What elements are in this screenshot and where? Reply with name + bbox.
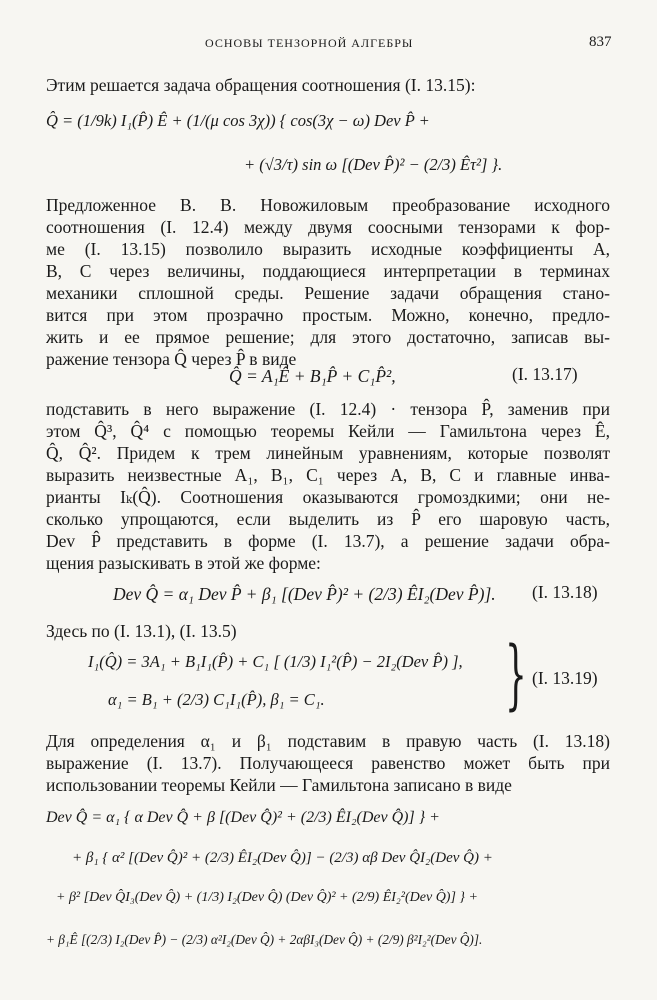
equation-18: Dev Q̂ = α₁ Dev P̂ + β₁ [(Dev P̂)² + (2/3) ÊI₂(Dev P̂)]. xyxy=(113,584,496,604)
paragraph-1-line: ражение тензора Q̂ через P̂ в виде xyxy=(46,349,297,369)
final-equation-line-4: + β₁Ê [(2/3) I₂(Dev P̂) − (2/3) α²I₂(Dev Q̂) + 2αβI₃(Dev Q̂) + (2/9) β²I₂²(Dev Q̂)]. xyxy=(46,932,483,947)
final-equation-line-1: Dev Q̂ = α₁ { α Dev Q̂ + β [(Dev Q̂)² + (2/3) ÊI₂(Dev Q̂)] } + xyxy=(46,809,440,826)
paragraph-1-line: B, C через величины, поддающиеся интерпретации в терминах xyxy=(46,261,610,281)
paragraph-2 xyxy=(46,398,610,574)
final-equation-line-2: + β₁ { α² [(Dev Q̂)² + (2/3) ÊI₂(Dev Q̂)] − (2/3) αβ Dev Q̂I₂(Dev Q̂) + xyxy=(72,850,493,866)
paragraph-2-line: выразить неизвестные A₁, B₁, C₁ через A, B, C и главные инва- xyxy=(46,465,610,485)
paragraph-3-line: выражение (I. 13.7). Получающееся равенство может быть при xyxy=(46,753,610,773)
paragraph-1-line: ме (I. 13.15) позволило выразить исходные коэффициенты A, xyxy=(46,239,610,259)
header-title: ОСНОВЫ ТЕНЗОРНОЙ АЛГЕБРЫ xyxy=(205,36,414,50)
paragraph-2-line: сколько упрощаются, если выделить из P̂ его шаровую часть, xyxy=(46,509,610,529)
paragraph-1-line: Предложенное В. В. Новожиловым преобразование исходного xyxy=(46,195,610,215)
paragraph-1-line: механики сплошной среды. Решение задачи обращения стано- xyxy=(46,283,610,303)
paragraph-1-line: жить и ее прямое решение; для этого достаточно, записав вы- xyxy=(46,327,610,347)
paragraph-2-line: этом Q̂³, Q̂⁴ с помощью теоремы Кейли — Гамильтона через Ê, xyxy=(46,421,610,441)
equation-19-line-2: α₁ = B₁ + (2/3) C₁I₁(P̂), β₁ = C₁. xyxy=(108,690,325,709)
equation-1-line-2: + (√3/τ) sin ω [(Dev P̂)² − (2/3) Êτ²] }. xyxy=(244,155,503,174)
paragraph-3 xyxy=(46,730,610,796)
page-number: 837 xyxy=(589,34,612,50)
paragraph-3-line: использовании теоремы Кейли — Гамильтона записано в виде xyxy=(46,775,512,795)
equation-19-line-1: I₁(Q̂) = 3A₁ + B₁I₁(P̂) + C₁ [ (1/3) I₁²(P̂) − 2I₂(Dev P̂) ], xyxy=(88,652,463,671)
paragraph-1-line: вится при этом прозрачно простым. Можно, конечно, предло- xyxy=(46,305,610,325)
right-brace: } xyxy=(505,629,527,718)
paragraph-2-line: рианты Iₖ(Q̂). Соотношения оказываются громоздкими; они не- xyxy=(46,487,610,507)
equation-1-line-1: Q̂ = (1/9k) I₁(P̂) Ê + (1/(μ cos 3χ)) { cos(3χ − ω) Dev P̂ + xyxy=(46,111,430,130)
equation-19-number: (I. 13.19) xyxy=(532,668,598,688)
equation-18-number: (I. 13.18) xyxy=(532,582,598,602)
paragraph-1-line: соотношения (I. 12.4) между двумя соосными тензорами к фор- xyxy=(46,217,610,237)
paragraph-2-line: Q̂, Q̂². Придем к трем линейным уравнениям, которые позволят xyxy=(46,443,610,463)
paragraph-1 xyxy=(46,194,610,370)
paragraph-2-line: подставить в него выражение (I. 12.4) · тензора P̂, заменив при xyxy=(46,399,610,419)
final-equation-line-3: + β² [Dev Q̂I₃(Dev Q̂) + (1/3) I₂(Dev Q̂) (Dev Q̂)² + (2/9) ÊI₂²(Dev Q̂)] } + xyxy=(56,890,478,905)
paragraph-2-line: Dev P̂ представить в форме (I. 13.7), а решение задачи обра- xyxy=(46,531,610,551)
equation-17-number: (I. 13.17) xyxy=(512,364,578,384)
paragraph-3-line: Для определения α₁ и β₁ подставим в правую часть (I. 13.18) xyxy=(46,731,610,751)
equation-17: Q̂ = A₁Ê + B₁P̂ + C₁P̂², xyxy=(229,366,396,386)
zdes-line: Здесь по (I. 13.1), (I. 13.5) xyxy=(46,621,237,641)
intro-line: Этим решается задача обращения соотношения (I. 13.15): xyxy=(46,75,476,95)
paragraph-2-line: щения разыскивать в этой же форме: xyxy=(46,553,321,573)
